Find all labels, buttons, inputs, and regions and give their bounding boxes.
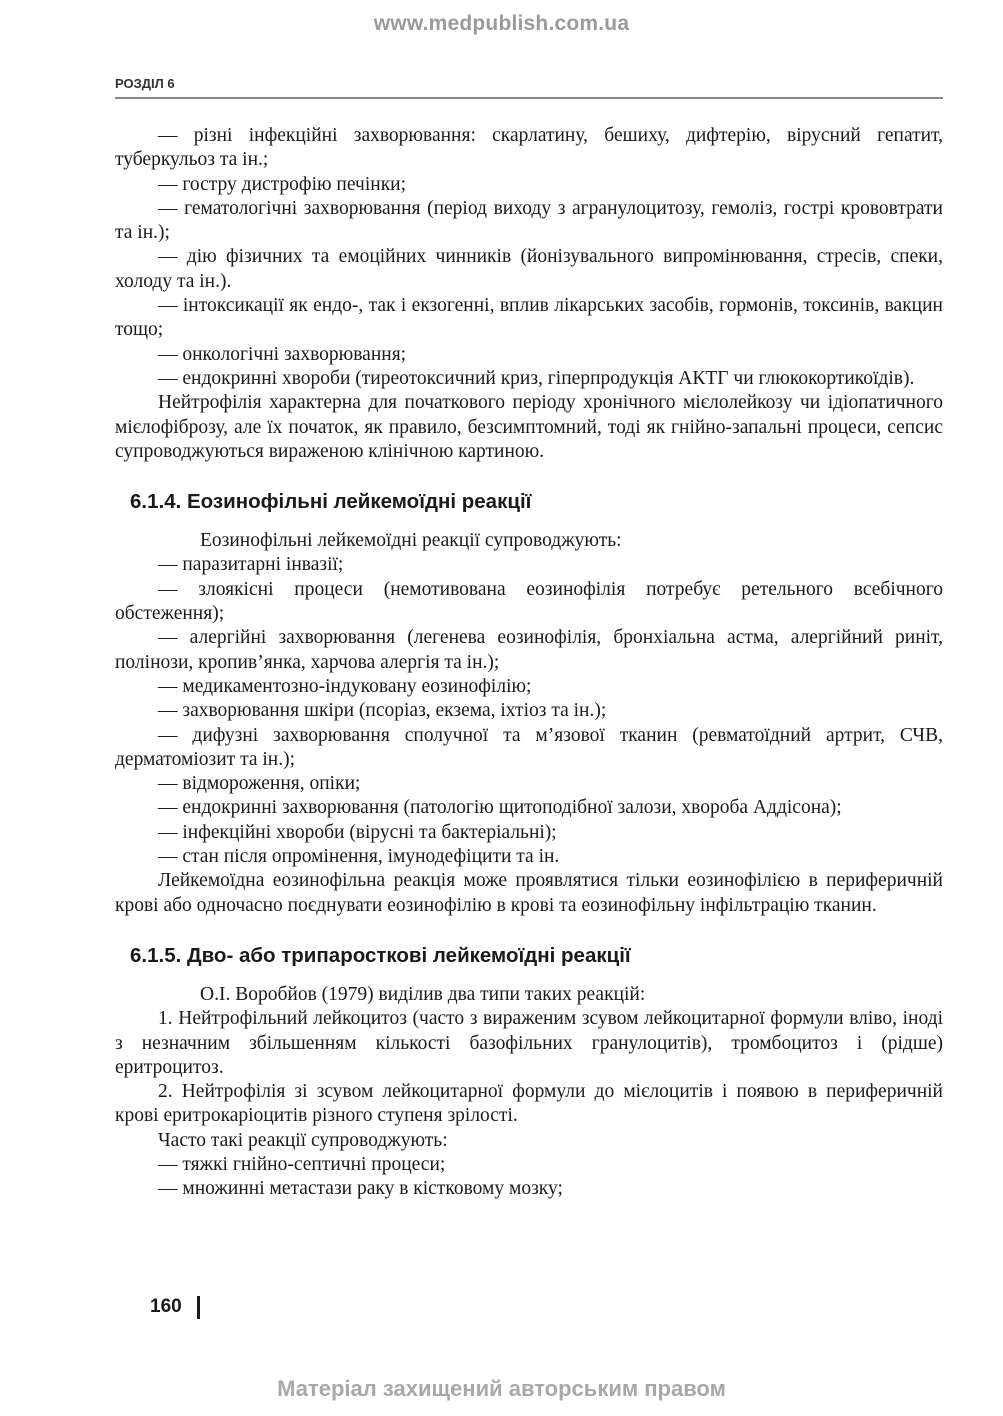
section-label: РОЗДІЛ 6: [115, 76, 175, 91]
list-item: — гостру дистрофію печінки;: [158, 173, 407, 195]
list-item: — захворювання шкіри (псоріаз, екзема, іхтіоз та ін.);: [158, 700, 607, 722]
page-number: 160: [150, 1296, 182, 1317]
list-item: — злоякісні процеси (немотивована еозинофілія потребує ретельного всебічного обстеження);: [115, 578, 943, 625]
header-divider: [115, 97, 943, 99]
page-number-bar: [197, 1296, 200, 1319]
list-item: — стан після опромінення, імунодефіцити та ін.: [158, 846, 560, 868]
section-heading-6-1-4: 6.1.4. Еозинофільні лейкемоїдні реакції: [130, 490, 532, 514]
list-item: — ендокринні захворювання (патологію щитоподібної залози, хвороба Аддісона);: [158, 797, 842, 819]
paragraph: Часто такі реакції супроводжують:: [158, 1129, 448, 1151]
section-intro: О.І. Воробйов (1979) виділив два типи таких реакцій:: [200, 983, 646, 1005]
site-url: www.medpublish.com.ua: [373, 12, 630, 35]
numbered-item: 1. Нейтрофільний лейкоцитоз (часто з вираженим зсувом лейкоцитарної формули вліво, іноді з незначним збільшенням кількості базофільних гранулоцитів), тромбоцитоз і (рідше) еритроцитоз.: [115, 1008, 943, 1078]
section-heading-6-1-5: 6.1.5. Дво- або трипаросткові лейкемоїдні реакції: [130, 943, 631, 967]
list-item: — відмороження, опіки;: [158, 773, 361, 795]
list-item: — ендокринні хвороби (тиреотоксичний криз, гіперпродукція АКТГ чи глюкокортикоїдів).: [158, 367, 915, 389]
list-item: — інтоксикації як ендо-, так і екзогенні, вплив лікарських засобів, гормонів, токсинів, вакцин тощо;: [115, 295, 943, 341]
list-item: — множинні метастази раку в кістковому мозку;: [158, 1178, 563, 1200]
list-item: — медикаментозно-індуковану еозинофілію;: [158, 675, 532, 697]
list-item: — тяжкі гнійно-септичні процеси;: [158, 1153, 446, 1175]
page-body: [115, 124, 943, 1202]
list-item: — паразитарні інвазії;: [158, 554, 344, 576]
list-item: — алергійні захворювання (легенева еозинофілія, бронхіальна астма, алергійний риніт, полінози, кропив’янка, харчова алергія та ін.);: [115, 627, 943, 673]
paragraph: Нейтрофілія характерна для початкового періоду хронічного мієлолейкозу чи ідіопатичного мієлофіброзу, але їх початок, як правило, безсимптомний, тоді як гнійно-запальні процеси, сепсис супроводжуються вираженою клінічною картиною.: [115, 392, 943, 462]
list-item: — дифузні захворювання сполучної та м’язової тканин (ревматоїдний артрит, СЧВ, дерматоміозит та ін.);: [115, 724, 943, 770]
list-item: — онкологічні захворювання;: [158, 343, 407, 365]
list-item: — дію фізичних та емоційних чинників (йонізувального випромінювання, стресів, спеки, холоду та ін.).: [115, 246, 943, 292]
paragraph: Лейкемоїдна еозинофільна реакція може проявлятися тільки еозинофілією в периферичній крові або одночасно поєднувати еозинофілію в крові та еозинофільну інфільтрацію тканин.: [115, 870, 943, 916]
section-intro: Еозинофільні лейкемоїдні реакції супроводжують:: [200, 530, 622, 552]
list-item: — інфекційні хвороби (вірусні та бактеріальні);: [158, 821, 557, 843]
list-item: — різні інфекційні захворювання: скарлатину, бешиху, дифтерію, вірусний гепатит, туберкульоз та ін.;: [115, 125, 943, 171]
copyright-notice: Матеріал захищений авторським правом: [277, 1376, 726, 1401]
numbered-item: 2. Нейтрофілія зі зсувом лейкоцитарної формули до мієлоцитів і появою в периферичній крові еритрокаріоцитів різного ступеня зрілості.: [115, 1081, 943, 1127]
list-item: — гематологічні захворювання (період виходу з агранулоцитозу, гемоліз, гострі крововтрати та ін.);: [115, 197, 943, 244]
